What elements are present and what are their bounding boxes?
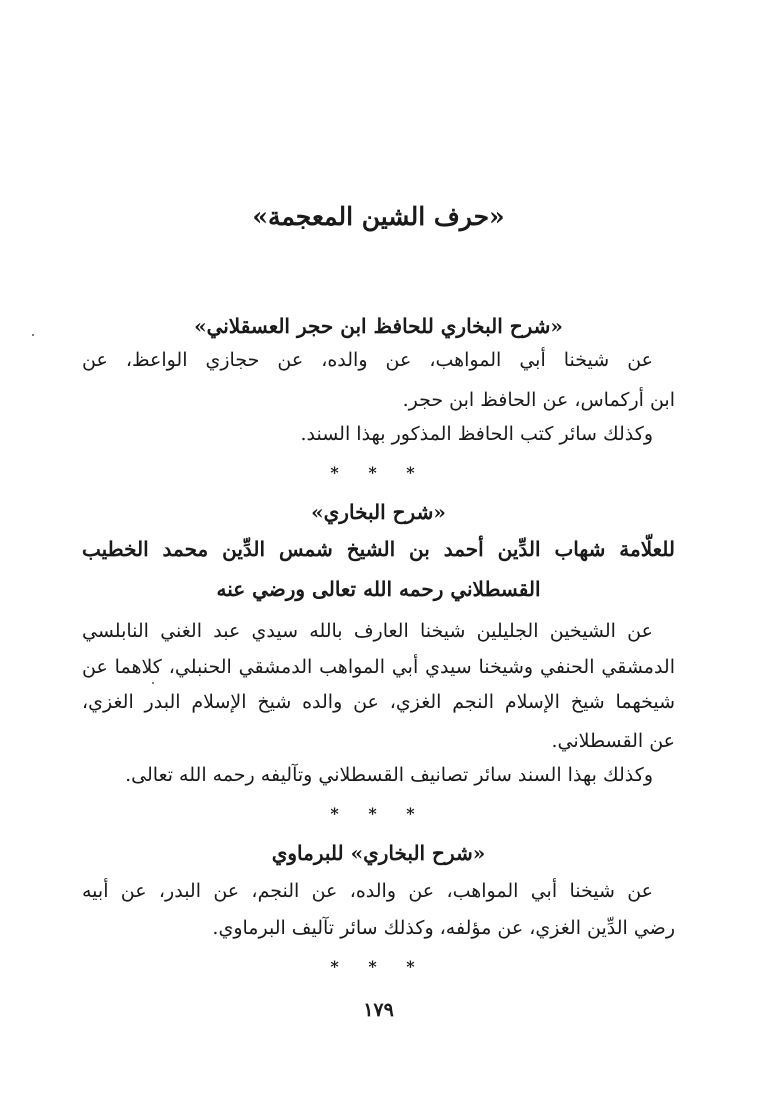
section-title-3: «شرح البخاري» للبرماوي <box>271 841 486 865</box>
section-3-line-2: رضي الدِّين الغزي، عن مؤلفه، وكذلك سائر تآليف البرماوي. <box>212 917 675 939</box>
separator-1: * * * <box>330 463 427 482</box>
chapter-title: «حرف الشين المعجمة» <box>252 202 505 231</box>
scan-speck <box>32 334 34 336</box>
section-1-line-1: عن شيخنا أبي المواهب، عن والده، عن حجازي الواعظ، عن <box>82 349 653 371</box>
section-2-subtitle-2: القسطلاني رحمه الله تعالى ورضي عنه <box>216 577 541 601</box>
section-2-subtitle-1: للعلّامة شهاب الدِّين أحمد بن الشيخ شمس الدِّين محمد الخطيب <box>82 537 675 561</box>
section-1-line-2: ابن أركماس، عن الحافظ ابن حجر. <box>402 389 675 411</box>
section-2-line-4: عن القسطلاني. <box>551 730 675 752</box>
section-title-1: «شرح البخاري للحافظ ابن حجر العسقلاني» <box>194 314 563 338</box>
section-1-line-3: وكذلك سائر كتب الحافظ المذكور بهذا السند. <box>300 423 653 445</box>
section-2-line-2: الدمشقي الحنفي وشيخنا سيدي أبي المواهب الدمشقي الحنبلي، كلاهما عن <box>82 656 675 678</box>
separator-3: * * * <box>330 957 427 976</box>
section-2-line-1: عن الشيخين الجليلين شيخنا العارف بالله سيدي عبد الغني النابلسي <box>82 620 653 642</box>
scan-speck <box>152 682 154 684</box>
section-3-line-1: عن شيخنا أبي المواهب، عن والده، عن النجم، عن البدر، عن أبيه <box>82 880 653 902</box>
page-number: ١٧٩ <box>363 999 394 1021</box>
section-2-line-3: شيخهما شيخ الإسلام النجم الغزي، عن والده شيخ الإسلام البدر الغزي، <box>82 691 675 713</box>
separator-2: * * * <box>330 804 427 823</box>
section-2-line-5: وكذلك بهذا السند سائر تصانيف القسطلاني وتآليفه رحمه الله تعالى. <box>125 764 653 786</box>
section-title-2: «شرح البخاري» <box>311 500 446 524</box>
